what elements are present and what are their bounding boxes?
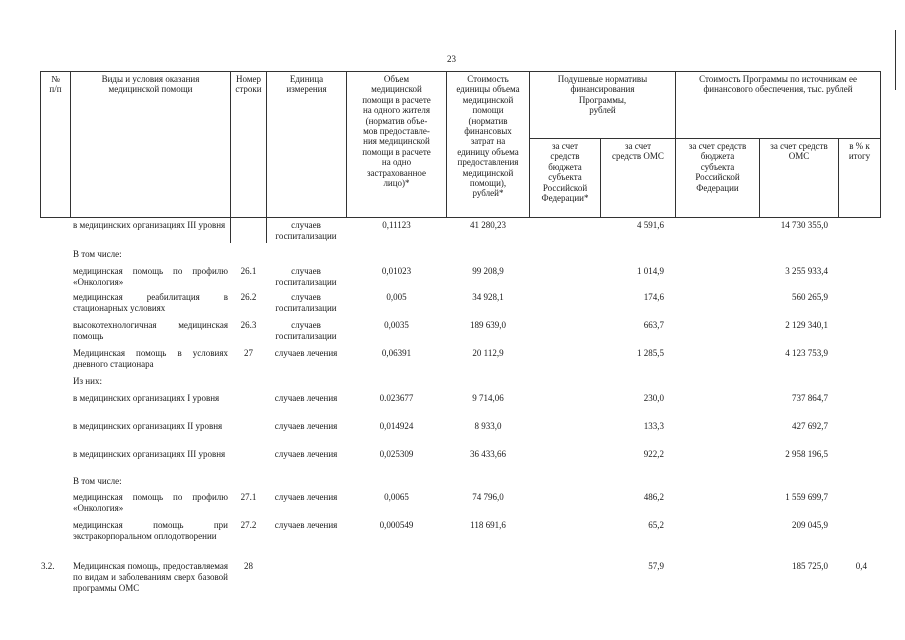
header-row-number: Номер строки [235,74,262,95]
table-header-bottom-border [40,217,880,218]
row-program-oms: 2 958 196,5 [785,449,828,459]
row-description: медицинская помощь по профилю «Онкология» [73,266,228,287]
row-unit: случаев госпитализации [275,292,337,313]
row-description: в медицинских организациях I уровня [73,393,220,403]
header-program-pct: в % к итогу [848,141,871,162]
row-program-oms: 209 045,9 [792,520,828,530]
row-unit: случаев госпитализации [275,220,337,241]
row-program-oms: 14 730 355,0 [780,220,828,230]
row-description: В том числе: [73,476,122,486]
row-description: В том числе: [73,249,122,259]
row-description: Медицинская помощь в условиях дневного стационара [73,348,228,369]
header-volume: Объем медицинской помощи в расчете на одного жителя (норматив объе- мов предоставле- ния медицинской помощи в расчете на одно застрахованное лицо)* [362,74,431,189]
row-cost: 20 112,9 [472,348,504,358]
row-section-number: 3.2. [41,561,55,571]
row-unit: случаев лечения [274,492,338,502]
row-program-pct: 0,4 [855,561,867,571]
subheader-border-program [675,138,880,139]
row-volume: 0.023677 [379,393,414,403]
row-program-oms: 185 725,0 [792,561,828,571]
table-top-border [40,71,880,72]
page-number: 23 [447,54,456,64]
row-description: Из них: [73,376,102,386]
row-volume: 0,014924 [379,421,414,431]
row-unit: случаев лечения [274,421,338,431]
header-norms-budget: за счет средств бюджета субъекта Российской Федерации* [541,141,589,204]
row-volume: 0,0035 [384,320,409,330]
row-cost: 36 433,66 [470,449,506,459]
row-number: 26.3 [240,320,257,330]
row-norm-oms: 663,7 [643,320,664,330]
row-norm-oms: 1 014,9 [637,266,664,276]
row-norm-oms: 230,0 [643,393,664,403]
right-margin-line [895,30,896,90]
row-cost: 41 280,23 [470,220,506,230]
row-program-oms: 1 559 699,7 [785,492,828,502]
row-cost: 118 691,6 [470,520,506,530]
row-description: в медицинских организациях III уровня [73,220,226,230]
row-volume: 0,11123 [382,220,411,230]
row-norm-oms: 1 285,5 [637,348,664,358]
row-description: медицинская помощь при экстракорпоральном оплодотворении [73,520,228,541]
row-description: Медицинская помощь, предоставляемая по видам и заболеваниям сверх базовой программы ОМС [73,561,228,593]
row-norm-oms: 65,2 [648,520,664,530]
row-cost: 8 933,0 [474,421,502,431]
header-kind: Виды и условия оказания медицинской помощи [101,74,200,95]
row-number: 26.1 [240,266,257,276]
row-program-oms: 737 864,7 [792,393,828,403]
row-cost: 34 928,1 [472,292,504,302]
col-border-2 [230,71,231,243]
row-cost: 99 208,9 [472,266,504,276]
row-number: 28 [244,561,253,571]
row-cost: 189 639,0 [470,320,506,330]
row-volume: 0,000549 [379,520,414,530]
row-volume: 0,01023 [381,266,412,276]
row-number: 26.2 [240,292,257,302]
row-volume: 0,005 [386,292,407,302]
row-norm-oms: 486,2 [643,492,664,502]
row-number: 27.1 [240,492,257,502]
row-description: медицинская помощь по профилю «Онкология» [73,492,228,513]
row-program-oms: 4 123 753,9 [785,348,828,358]
row-volume: 0,0065 [384,492,409,502]
row-number: 27 [244,348,253,358]
col-border-11 [880,71,881,218]
header-norms-oms: за счет средств ОМС [612,141,664,162]
row-unit: случаев лечения [274,348,338,358]
header-program-budget: за счет средств бюджета субъекта Российской Федерации [688,141,747,193]
row-volume: 0,025309 [379,449,414,459]
row-norm-oms: 133,3 [643,421,664,431]
row-norm-oms: 922,2 [643,449,664,459]
row-program-oms: 3 255 933,4 [785,266,828,276]
header-program-oms: за счет средств ОМС [770,141,828,162]
row-unit: случаев лечения [274,520,338,530]
row-program-oms: 2 129 340,1 [785,320,828,330]
header-norms: Подушевые нормативы финансирования Программы, рублей [557,74,648,116]
subheader-border-norms [529,138,675,139]
row-volume: 0,06391 [381,348,412,358]
header-program: Стоимость Программы по источникам ее финансового обеспечения, тыс. рублей [699,74,857,95]
row-unit: случаев лечения [274,449,338,459]
row-number: 27.2 [240,520,257,530]
row-program-oms: 560 265,9 [792,292,828,302]
header-num: № п/п [49,74,62,95]
row-description: в медицинских организациях II уровня [73,421,223,431]
row-description: медицинская реабилитация в стационарных условиях [73,292,228,313]
row-unit: случаев госпитализации [275,266,337,287]
col-border-3 [266,71,267,243]
row-unit: случаев лечения [274,393,338,403]
row-norm-oms: 4 591,6 [637,220,664,230]
header-cost: Стоимость единицы объема медицинской помощи (норматив финансовых затрат на единицу объема предоставления медицинской помощи), рублей* [456,74,520,199]
row-description: в медицинских организациях III уровня [73,449,226,459]
row-program-oms: 427 692,7 [792,421,828,431]
row-cost: 74 796,0 [472,492,504,502]
header-unit: Единица измерения [286,74,327,95]
row-norm-oms: 57,9 [648,561,664,571]
row-norm-oms: 174,6 [643,292,664,302]
row-unit: случаев госпитализации [275,320,337,341]
row-description: высокотехнологичная медицинская помощь [73,320,228,341]
row-cost: 9 714,06 [472,393,504,403]
